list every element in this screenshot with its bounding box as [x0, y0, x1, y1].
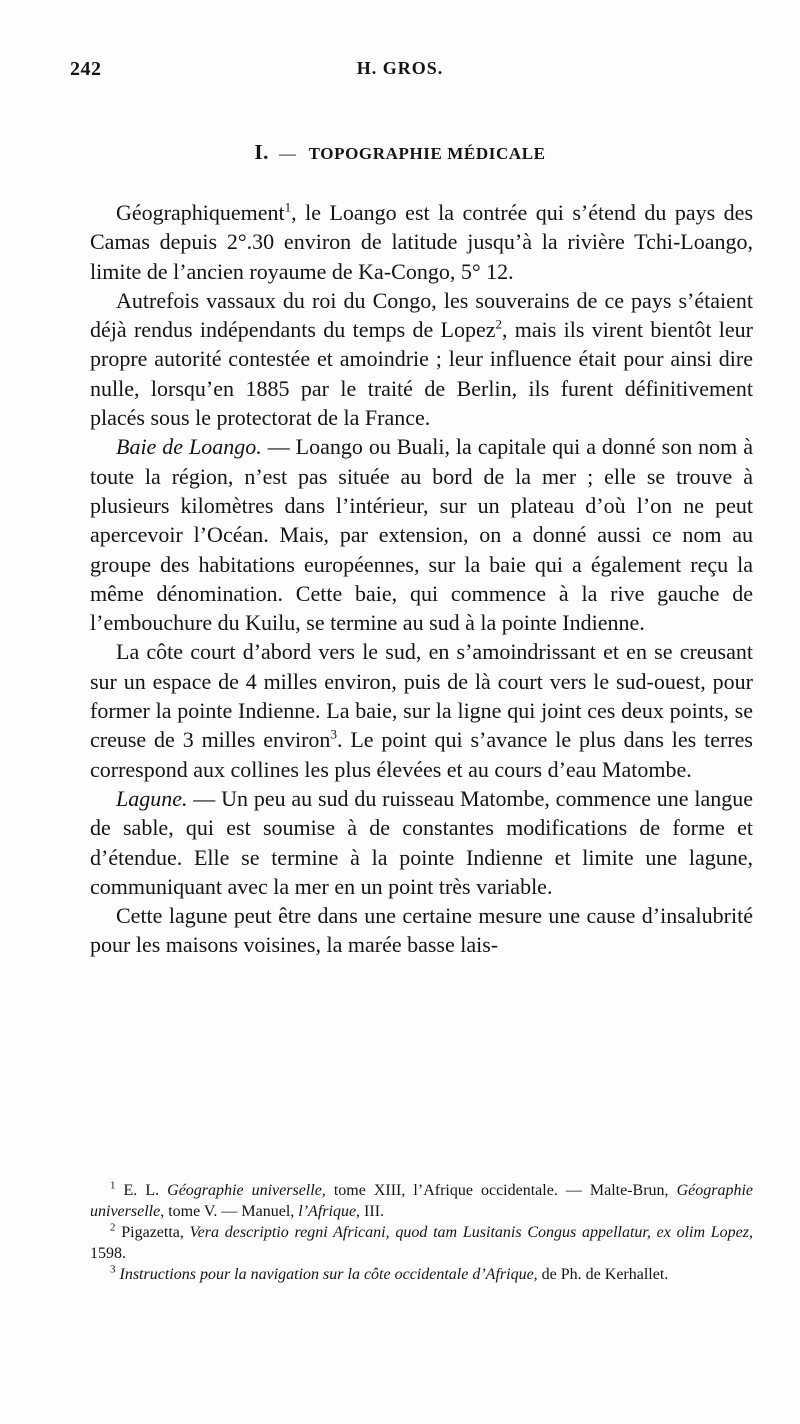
paragraph-text: Cette lagune peut être dans une certaine mesure une cause d’insalubrité pour les maisons voisines, la marée basse lais-	[90, 903, 753, 958]
footnote-text: Pigazetta,	[115, 1224, 190, 1241]
footnote-title: Géographie universelle	[167, 1182, 322, 1199]
paragraph-text: La côte court d’abord vers le sud, en s’amoindrissant et en se creusant sur un espace de 4 milles environ, puis de là court vers le sud-ouest, pour former la pointe Indienne. La baie, sur la ligne qui joint ces deux points, se creuse de 3 milles environ	[90, 639, 753, 753]
footnote-title: l’Afrique	[298, 1203, 357, 1220]
footnote	[90, 1222, 753, 1264]
paragraph-text: — Un peu au sud du ruisseau Matombe, commence une langue de sable, qui est soumise à de constantes modifications de forme et d’étendue. Elle se termine à la pointe Indienne et limite une lagune, communiquant avec la mer en un point très variable.	[90, 785, 753, 899]
footnote-text: , tome XIII, l’Afrique occidentale. — Malte-Brun,	[321, 1182, 677, 1199]
run-in-heading: Lagune.	[116, 785, 188, 811]
footnote-mark: 2	[110, 1221, 116, 1234]
paragraph-text: , mais ils virent bientôt leur propre autorité contestée et amoindrie ; leur influence était pour ainsi dire nulle, lorsqu’en 1885 par le traité de Berlin, ils furent définitivement placés sous le protectorat de la France.	[90, 317, 753, 431]
running-head	[70, 58, 730, 88]
run-in-heading: Baie de Loango.	[116, 434, 262, 460]
footnote-text: , de Ph. de Kerhallet.	[533, 1266, 669, 1283]
footnote-text: , tome V. — Manuel,	[160, 1203, 299, 1220]
body-text	[90, 198, 753, 960]
section-dash: —	[279, 144, 297, 163]
section-title: TOPOGRAPHIE MÉDICALE	[308, 144, 546, 163]
paragraph	[90, 286, 753, 432]
footnote	[90, 1180, 753, 1222]
footnote-text: , 1598.	[90, 1224, 754, 1262]
footnote-text: E. L.	[115, 1182, 168, 1199]
footnote-title: Instructions pour la navigation sur la côte occidentale d’Afrique	[119, 1266, 534, 1283]
footnote-title: Vera descriptio regni Africani, quod tam Lusitanis Congus appellatur, ex olim Lopez	[189, 1224, 750, 1241]
paragraph	[90, 901, 753, 960]
paragraph-text: , le Loango est la contrée qui s’étend du pays des Camas depuis 2°.30 environ de latitude jusqu’à la rivière Tchi-Loango, limite de l’ancien royaume de Ka-Congo, 5° 12.	[90, 200, 753, 284]
paragraph	[90, 198, 753, 286]
footnotes	[90, 1180, 753, 1285]
footnote-title: Géographie universelle	[90, 1182, 753, 1220]
section-number: I.	[254, 140, 270, 164]
footnote-ref[interactable]: 1	[284, 199, 292, 215]
running-title: H. GROS.	[356, 58, 444, 78]
footnote-ref[interactable]: 3	[330, 727, 337, 743]
footnote-mark: 3	[110, 1263, 116, 1276]
footnote-text: , III.	[356, 1203, 385, 1220]
footnote	[90, 1264, 753, 1285]
section-heading	[70, 140, 730, 165]
paragraph	[90, 637, 753, 783]
paragraph-text: Géographiquement	[116, 200, 285, 225]
paragraph-text: Autrefois vassaux du roi du Congo, les souverains de ce pays s’étaient déjà rendus indépendants du temps de Lopez	[90, 287, 753, 343]
footnote-ref[interactable]: 2	[495, 316, 502, 332]
paragraph-text: — Loango ou Buali, la capitale qui a donné son nom à toute la région, n’est pas située au bord de la mer ; elle se trouve à plusieurs kilomètres dans l’intérieur, sur un plateau d’où l’on ne peut apercevoir l’Océan. Mais, par extension, on a donné aussi ce nom au groupe des habitations européennes, sur la baie qui a également reçu la même dénomination. Cette baie, qui commence à la rive gauche de l’embouchure du Kuilu, se termine au sud à la pointe Indienne.	[90, 434, 753, 636]
paragraph	[90, 784, 753, 901]
paragraph-text: . Le point qui s’avance le plus dans les terres correspond aux collines les plus élevées et au cours d’eau Matombe.	[90, 727, 753, 782]
footnote-mark: 1	[110, 1179, 116, 1192]
paragraph	[90, 432, 753, 637]
page-number: 242	[70, 58, 102, 80]
